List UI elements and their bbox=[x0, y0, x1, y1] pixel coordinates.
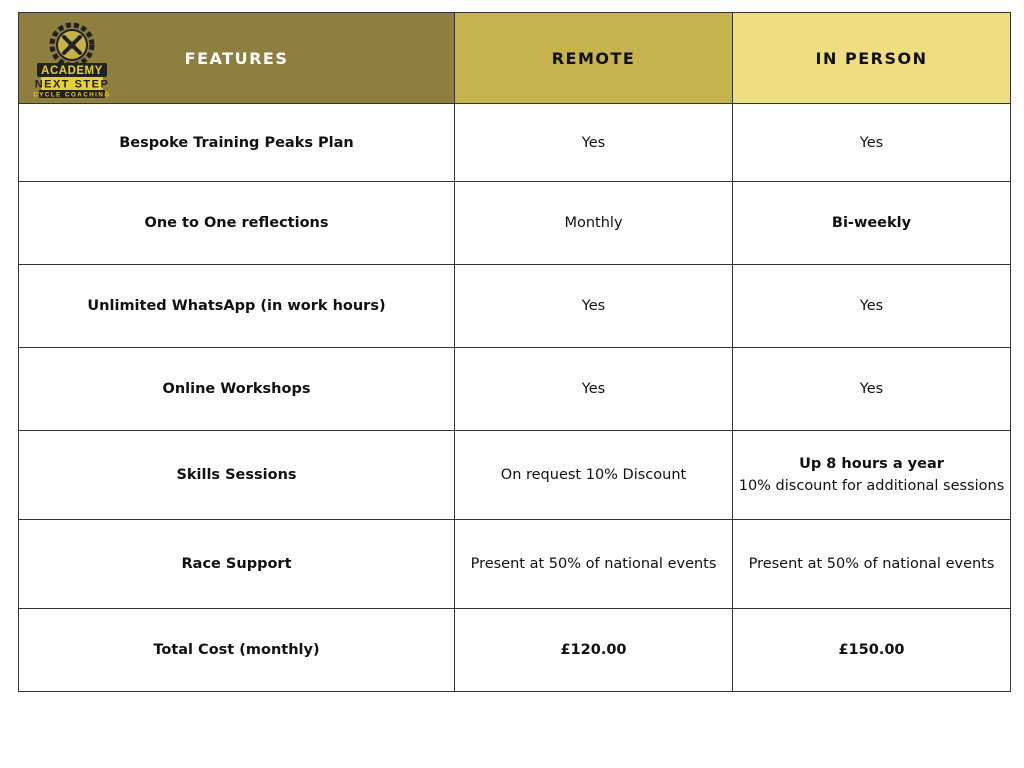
table-row bbox=[19, 431, 1011, 520]
header-row bbox=[19, 13, 1011, 104]
in-person-header-label: IN PERSON bbox=[815, 48, 928, 68]
remote-header-label: REMOTE bbox=[551, 48, 636, 68]
in-person-cell: £150.00 bbox=[733, 609, 1011, 692]
logo-text bbox=[33, 19, 111, 99]
in-person-cell bbox=[733, 431, 1011, 520]
in-person-cell: Bi-weekly bbox=[733, 182, 1011, 265]
logo-line3: CYCLE COACHING bbox=[33, 91, 111, 99]
remote-header-cell bbox=[455, 13, 733, 104]
feature-cell: One to One reflections bbox=[19, 182, 455, 265]
feature-cell: Unlimited WhatsApp (in work hours) bbox=[19, 265, 455, 348]
remote-cell: Yes bbox=[455, 348, 733, 431]
remote-cell: £120.00 bbox=[455, 609, 733, 692]
remote-cell: Present at 50% of national events bbox=[455, 520, 733, 609]
table-row bbox=[19, 265, 1011, 348]
feature-cell: Online Workshops bbox=[19, 348, 455, 431]
table-row bbox=[19, 348, 1011, 431]
in-person-cell: Yes bbox=[733, 104, 1011, 182]
remote-cell: Monthly bbox=[455, 182, 733, 265]
in-person-cell: Yes bbox=[733, 265, 1011, 348]
features-header-label: FEATURES bbox=[184, 48, 289, 68]
remote-cell: Yes bbox=[455, 265, 733, 348]
feature-cell: Bespoke Training Peaks Plan bbox=[19, 104, 455, 182]
in-person-cell: Yes bbox=[733, 348, 1011, 431]
feature-cell: Total Cost (monthly) bbox=[19, 609, 455, 692]
feature-cell: Skills Sessions bbox=[19, 431, 455, 520]
logo-line2: NEXT STEP bbox=[34, 78, 110, 91]
feature-cell: Race Support bbox=[19, 520, 455, 609]
table-row bbox=[19, 182, 1011, 265]
academy-next-step-logo bbox=[33, 19, 111, 99]
remote-cell: On request 10% Discount bbox=[455, 431, 733, 520]
table-row bbox=[19, 609, 1011, 692]
remote-cell: Yes bbox=[455, 104, 733, 182]
in-person-cell-line2: 10% discount for additional sessions bbox=[738, 478, 1005, 494]
logo-line1: ACADEMY bbox=[41, 65, 103, 77]
features-header-cell bbox=[19, 13, 455, 104]
in-person-cell-line1: Up 8 hours a year bbox=[799, 456, 944, 472]
in-person-header-cell bbox=[733, 13, 1011, 104]
pricing-comparison-table bbox=[18, 12, 1011, 692]
in-person-cell: Present at 50% of national events bbox=[733, 520, 1011, 609]
table-row bbox=[19, 104, 1011, 182]
table-row bbox=[19, 520, 1011, 609]
